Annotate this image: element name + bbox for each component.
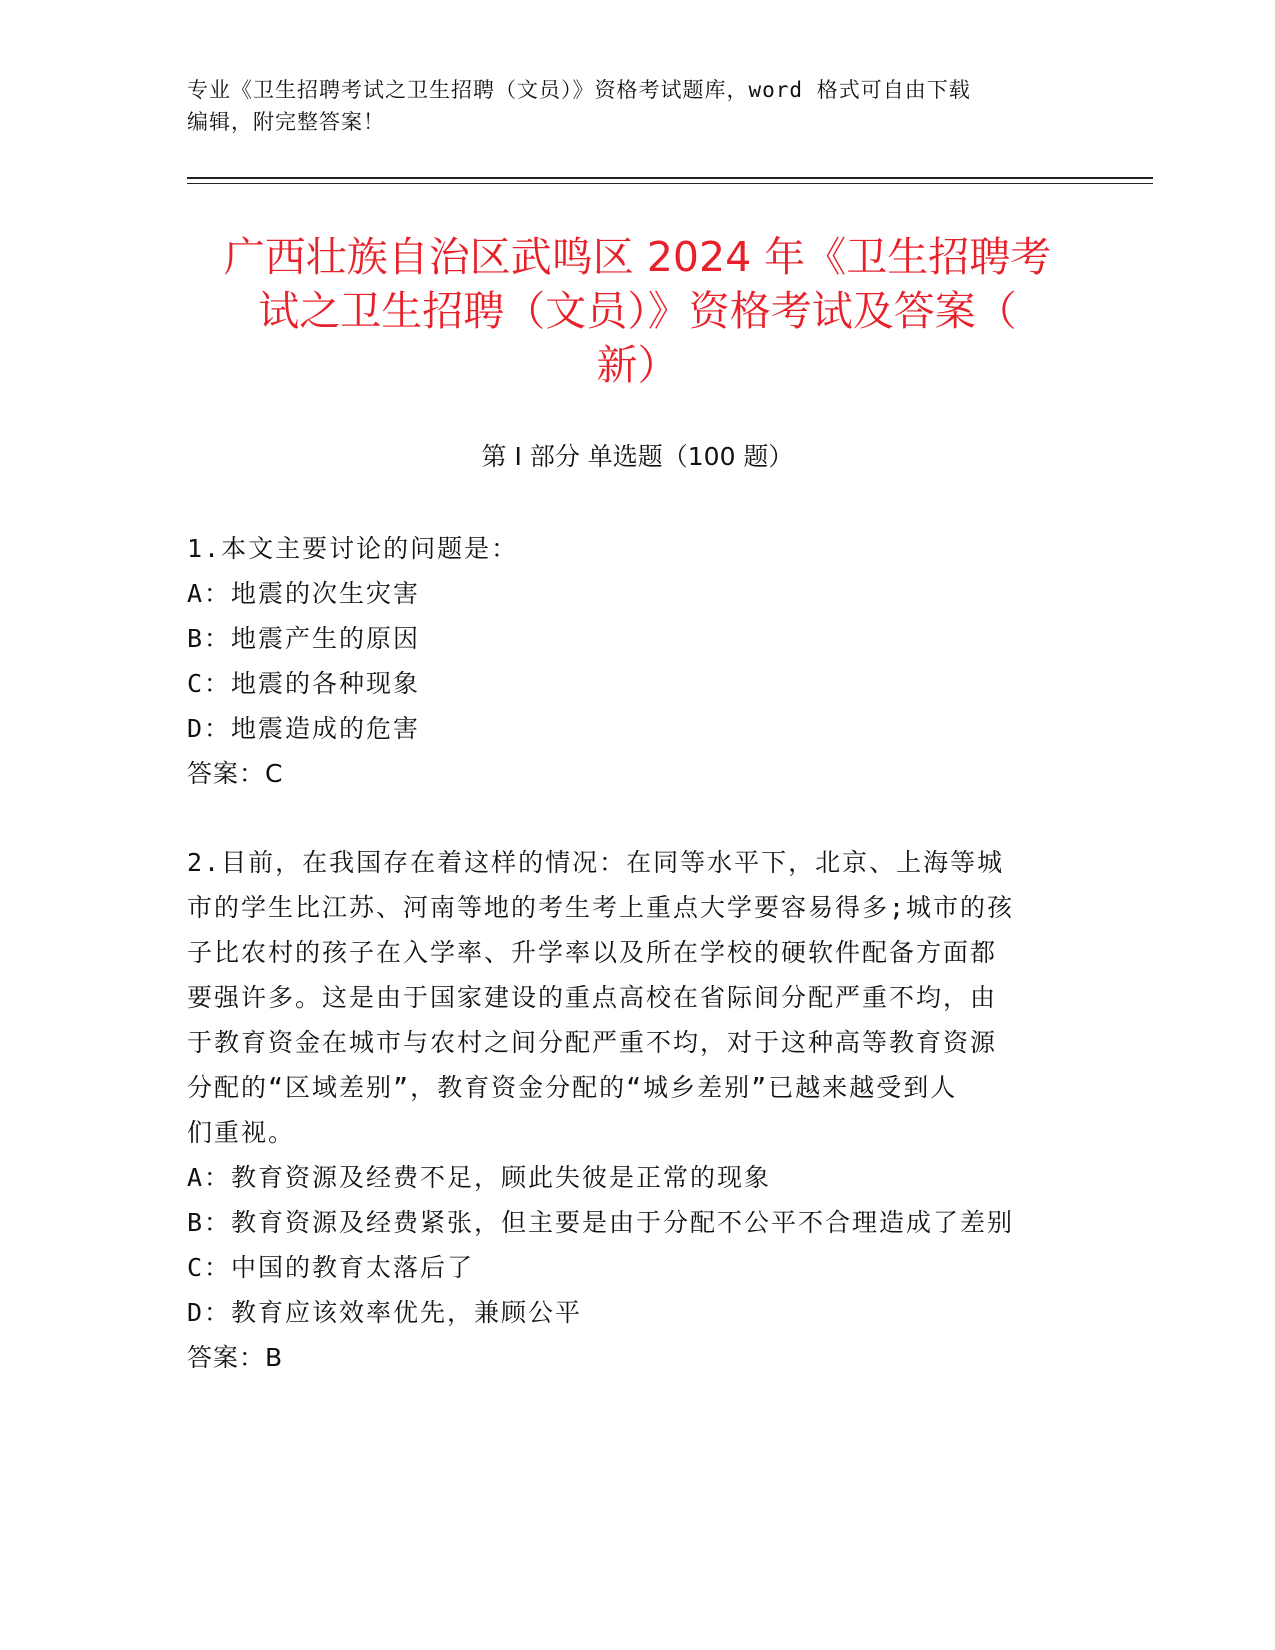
title-line: 试之卫生招聘（文员）》资格考试及答案（ (258, 287, 1017, 335)
title-line: 新） (596, 341, 679, 389)
question-stem: 1.本文主要讨论的问题是： (187, 534, 519, 563)
header-divider (187, 177, 1153, 179)
option-a: A：教育资源及经费不足，顾此失彼是正常的现象 (187, 1163, 772, 1192)
question-stem: 于教育资金在城市与农村之间分配严重不均，对于这种高等教育资源 (187, 1028, 998, 1057)
option-d: D：地震造成的危害 (187, 714, 421, 743)
option-b: B：地震产生的原因 (187, 624, 421, 653)
question-stem: 分配的“区域差别”，教育资金分配的“城乡差别”已越来越受到人 (187, 1073, 958, 1102)
document-title (150, 230, 1125, 392)
question-1 (187, 526, 1087, 796)
header-divider-thin (187, 183, 1153, 184)
option-b: B：教育资源及经费紧张，但主要是由于分配不公平不合理造成了差别 (187, 1208, 1015, 1237)
option-c: C：地震的各种现象 (187, 669, 421, 698)
option-d: D：教育应该效率优先，兼顾公平 (187, 1298, 583, 1327)
question-stem: 们重视。 (187, 1118, 296, 1147)
section-title: 第 I 部分 单选题（100 题） (481, 442, 794, 471)
question-stem: 市的学生比江苏、河南等地的考生考上重点大学要容易得多;城市的孩 (187, 893, 1015, 922)
title-line: 广西壮族自治区武鸣区 2024 年《卫生招聘考 (223, 233, 1052, 281)
option-c: C：中国的教育太落后了 (187, 1253, 475, 1282)
question-stem: 2.目前，在我国存在着这样的情况：在同等水平下，北京、上海等城 (187, 848, 1005, 877)
header-note (187, 74, 1087, 138)
option-a: A：地震的次生灾害 (187, 579, 421, 608)
question-stem: 子比农村的孩子在入学率、升学率以及所在学校的硬软件配备方面都 (187, 938, 998, 967)
header-note-line: 专业《卫生招聘考试之卫生招聘（文员）》资格考试题库，word 格式可自由下载 (187, 78, 971, 102)
question-2 (187, 840, 1087, 1380)
question-stem: 要强许多。这是由于国家建设的重点高校在省际间分配严重不均，由 (187, 983, 998, 1012)
answer: 答案：C (187, 759, 284, 788)
header-note-line: 编辑，附完整答案！ (187, 110, 385, 134)
answer: 答案：B (187, 1343, 284, 1372)
